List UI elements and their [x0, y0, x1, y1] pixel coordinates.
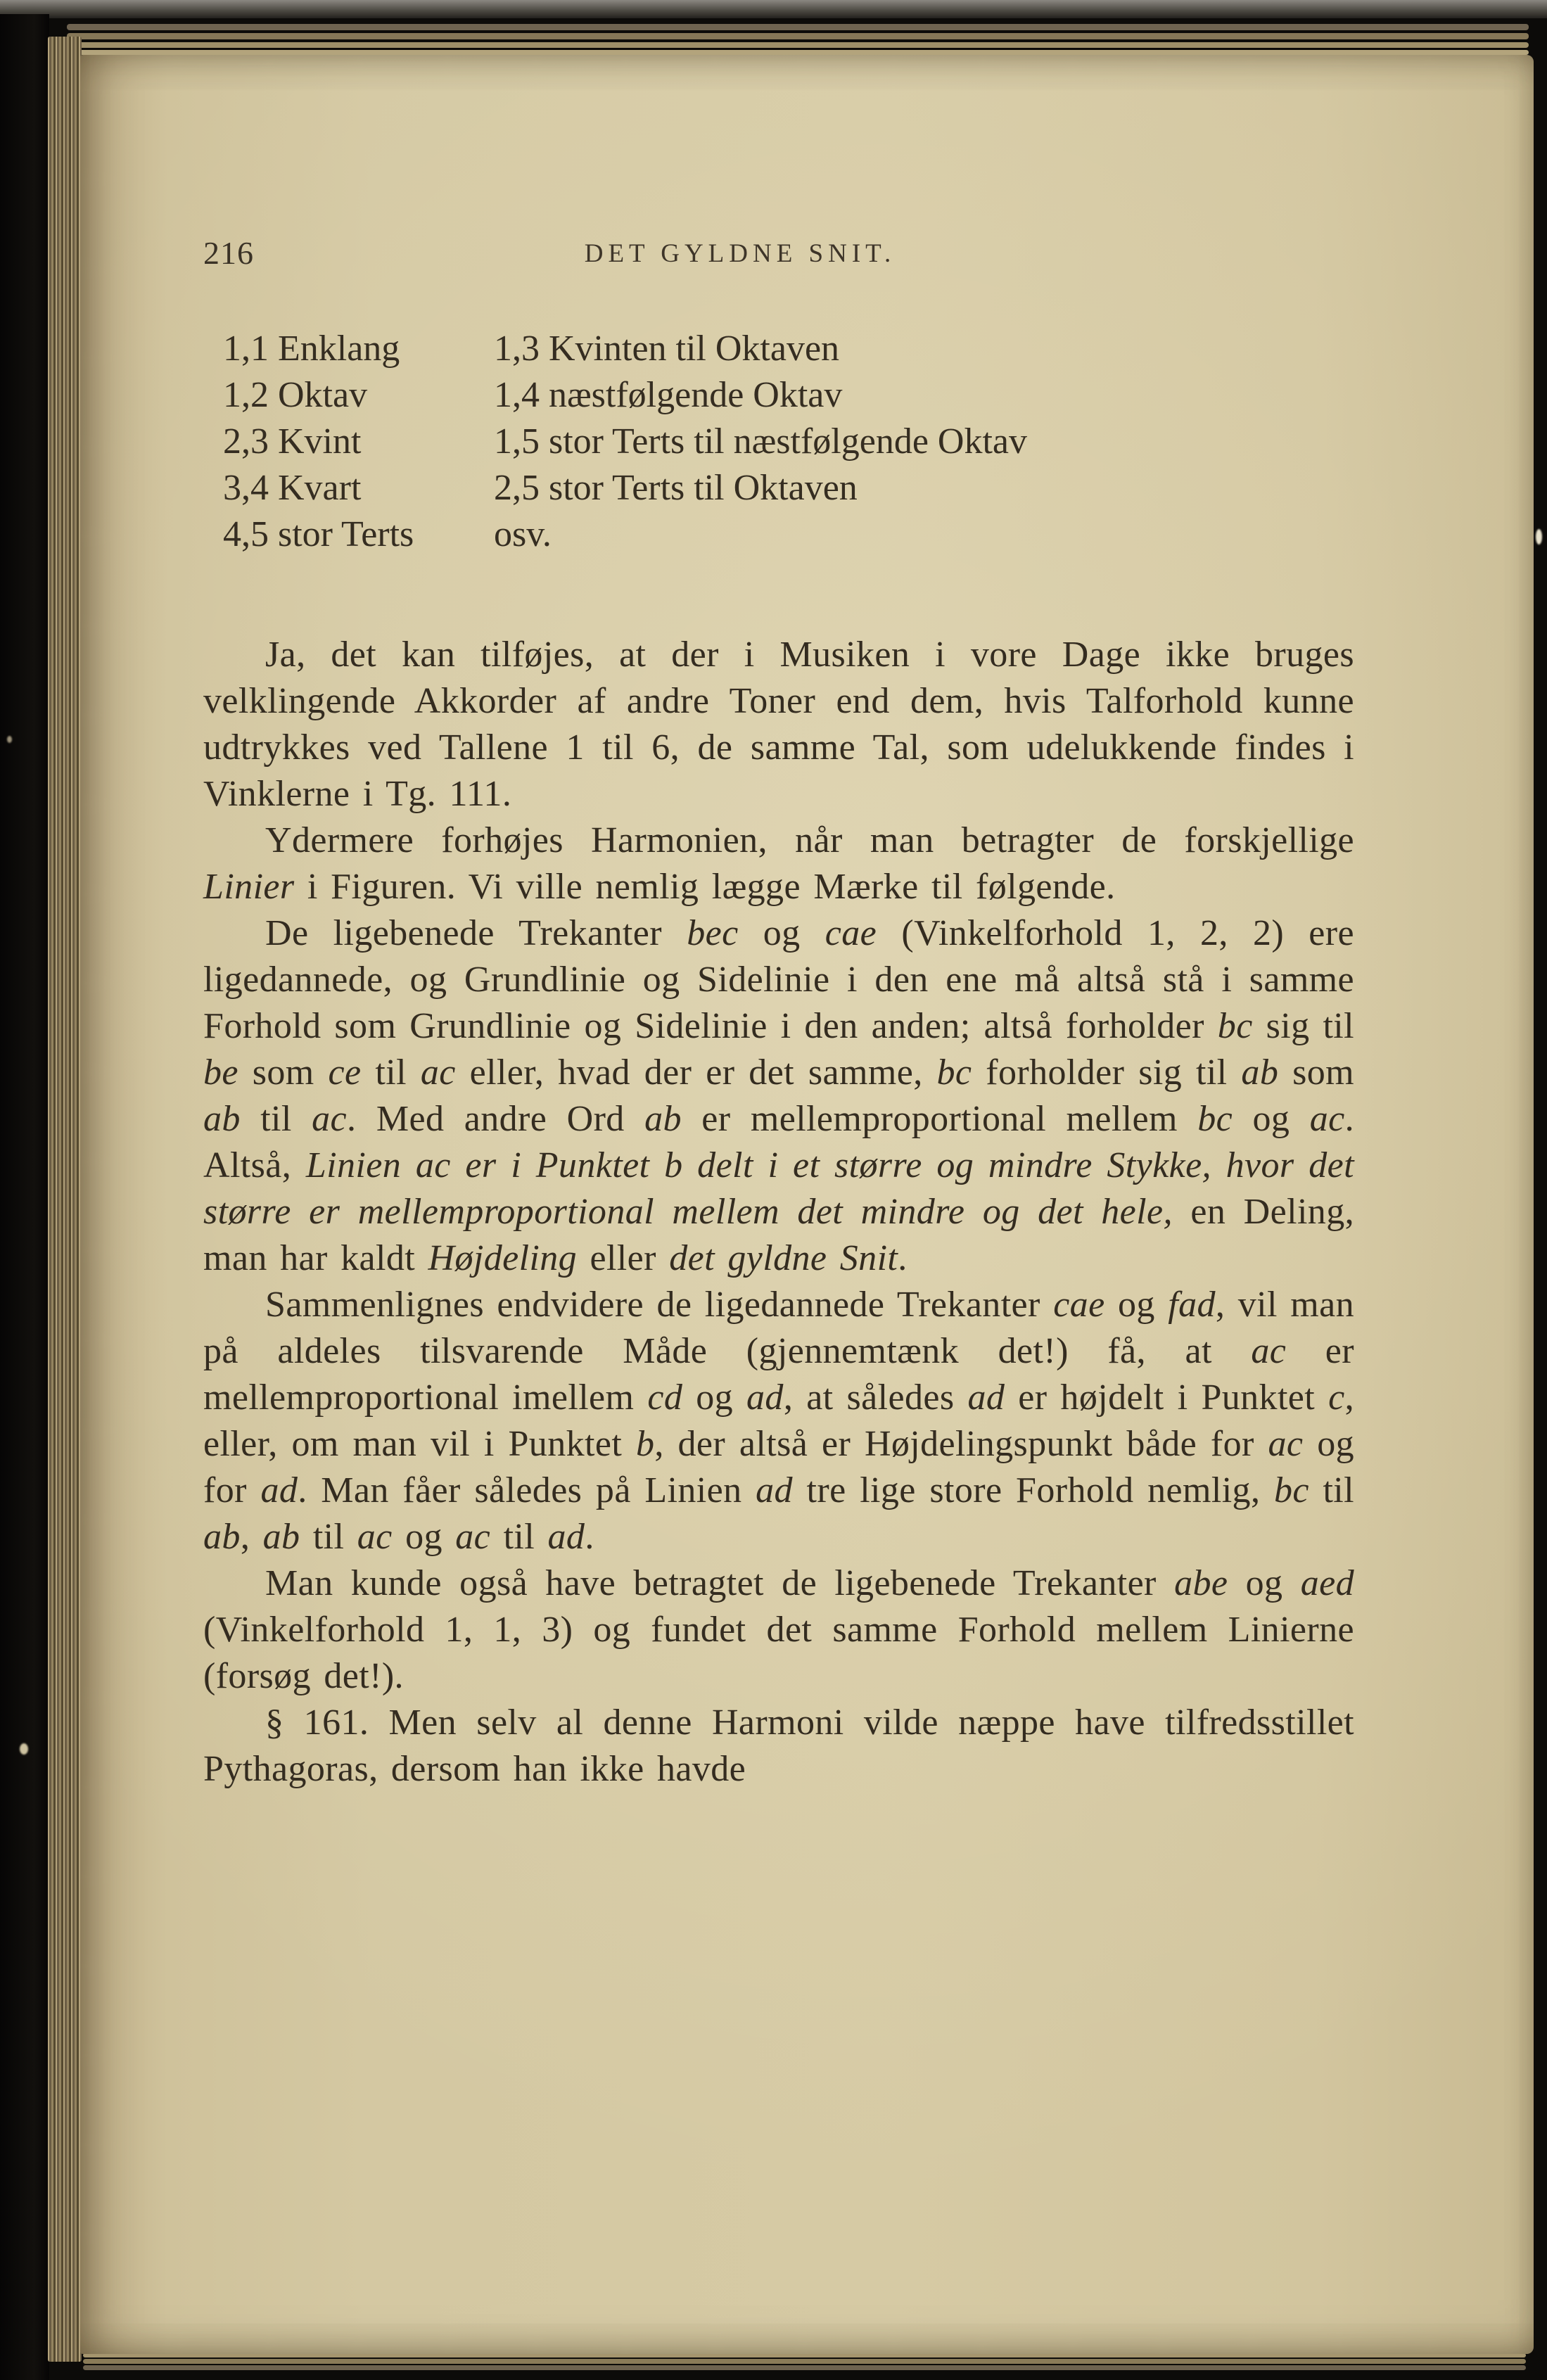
- paragraph: De ligebenede Trekanter bec og cae (Vinkelforhold 1, 2, 2) ere ligedannede, og Grundlinie og Sidelinie i den ene må altså stå i samme Forhold som Grundlinie og Sidelinie i den anden; altså forholder bc sig til be som ce til ac eller, hvad der er det samme, bc forholder sig til ab som ab til ac. Med andre Ord ab er mellemproportional mellem bc og ac. Altså, Linien ac er i Punktet b delt i et større og mindre Stykke, hvor det større er mellemproportional mellem det mindre og det hele, en Deling, man har kaldt Højdeling eller det gyldne Snit.: [203, 913, 1355, 1278]
- page-stack-bottom-edge: [83, 2359, 1526, 2364]
- ratio-row: [223, 372, 1354, 419]
- book-page: [80, 55, 1534, 2354]
- page-number: 216: [203, 235, 254, 271]
- ratio-row-left: 1,1 Enklang: [223, 329, 400, 369]
- ratio-row: [223, 419, 1354, 465]
- ratio-row-left: 2,3 Kvint: [223, 421, 362, 462]
- page-stack-top-edge: [67, 24, 1529, 30]
- ratio-row-right: 1,5 stor Terts til næstfølgende Oktav: [494, 421, 1027, 462]
- ratio-row: [223, 465, 1354, 511]
- book-cover-top-edge: [0, 0, 1547, 18]
- ratio-row-right: 1,3 Kvinten til Oktaven: [494, 329, 840, 369]
- running-header: DET GYLDNE SNIT.: [584, 239, 896, 268]
- paragraph: Sammenlignes endvidere de ligedannede Trekanter cae og fad, vil man på aldeles tilsvarende Måde (gjennemtænk det!) få, at ac er mellemproportional imellem cd og ad, at således ad er højdelt i Punktet c, eller, om man vil i Punktet b, der altså er Højdelingspunkt både for ac og for ad. Man fåer således på Linien ad tre lige store Forhold nemlig, bc til ab, ab til ac og ac til ad.: [203, 1285, 1355, 1557]
- paragraph: § 161. Men selv al denne Harmoni vilde næppe have tilfredsstillet Pythagoras, dersom han ikke havde: [203, 1703, 1354, 1789]
- page-stack-bottom-edge: [83, 2365, 1526, 2370]
- ratio-row-right: 2,5 stor Terts til Oktaven: [494, 468, 858, 508]
- interval-ratio-list: [223, 326, 1354, 558]
- page-content: [80, 55, 1534, 2354]
- page-stack-top-edge: [67, 33, 1529, 39]
- book-cover-spine: [0, 14, 49, 2380]
- ratio-row: [223, 326, 1354, 372]
- wear-speck: [7, 736, 12, 743]
- ratio-row-left: 3,4 Kvart: [223, 468, 362, 508]
- page-stack-top-edge: [67, 42, 1529, 48]
- paragraph: Ja, det kan tilføjes, at der i Musiken i vore Dage ikke bruges velklingende Akkorder af andre Toner end dem, hvis Talforhold kunne udtrykkes ved Tallene 1 til 6, de samme Tal, som udelukkende findes i Vinklerne i Tg. 111.: [203, 635, 1354, 814]
- paragraph: Man kunde også have betragtet de ligebenede Trekanter abe og aed (Vinkelforhold 1, 1, 3) og fundet det samme Forhold mellem Linierne (forsøg det!).: [203, 1563, 1354, 1696]
- ratio-row: [223, 511, 1354, 558]
- paragraph: Ydermere forhøjes Harmonien, når man betragter de forskjellige Linier i Figuren. Vi ville nemlig lægge Mærke til følgende.: [203, 820, 1354, 907]
- ratio-row-left: 4,5 stor Terts: [223, 514, 414, 554]
- page-stack-left-edge: [48, 37, 82, 2362]
- wear-speck: [20, 1743, 28, 1755]
- ratio-row-left: 1,2 Oktav: [223, 375, 368, 415]
- ratio-row-right: osv.: [494, 514, 552, 554]
- ratio-row-right: 1,4 næstfølgende Oktav: [494, 375, 843, 415]
- page-header: [203, 234, 1354, 276]
- page-stack-top-edge: [67, 50, 1529, 55]
- wear-speck: [1536, 529, 1542, 545]
- body-text: [203, 632, 1354, 1793]
